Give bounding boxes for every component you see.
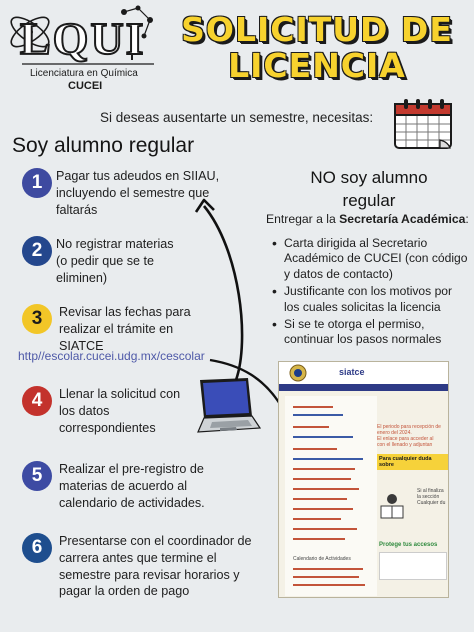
deliver-suffix: : — [465, 212, 469, 226]
siatce-screenshot — [278, 361, 449, 598]
sidebar-line — [293, 508, 353, 510]
escolar-link[interactable]: http//escolar.cucei.udg.mx/cescolar — [18, 349, 205, 363]
no-regular-heading-line-1: NO soy alumno — [310, 168, 428, 187]
requirement-item: • Justificante con los motivos por los cuales solicitas la licencia — [272, 284, 468, 315]
sidebar-line — [293, 406, 333, 408]
side-note: Si al finaliza — [417, 488, 444, 494]
intro-text: Si deseas ausentarte un semestre, necesitas: — [100, 110, 374, 125]
sidebar-line — [293, 468, 355, 470]
sidebar-line — [293, 568, 363, 570]
no-regular-heading — [276, 166, 462, 212]
siatce-footer-label: Calendario de Actividades — [293, 556, 351, 562]
sidebar-line — [293, 448, 337, 450]
deliver-office: Secretaría Académica — [339, 212, 466, 226]
reading-person-icon — [377, 492, 407, 520]
deliver-text — [266, 212, 469, 226]
sidebar-line — [293, 538, 345, 540]
requirements-list — [272, 236, 468, 350]
siatce-nav-bar — [279, 384, 449, 391]
title-line-2: LICENCIA — [228, 46, 406, 85]
logo-subtitle: Licenciatura en Química — [30, 68, 138, 79]
step-number: 5 — [22, 461, 52, 491]
udg-seal-icon — [289, 364, 307, 382]
siatce-brand: siatce — [339, 367, 365, 377]
logo-wordmark: LQUI — [20, 13, 146, 64]
sidebar-line — [293, 478, 351, 480]
step-text: Pagar tus adeudos en SIIAU, incluyendo el semestre que faltarás — [56, 169, 220, 217]
siatce-main — [377, 396, 449, 596]
sidebar-line — [293, 528, 357, 530]
sidebar-line — [293, 488, 359, 490]
banner-line: El periodo para recepción de — [377, 424, 441, 430]
siatce-cta[interactable]: Para cualquier duda sobre — [377, 454, 449, 470]
requirement-item: • Carta dirigida al Secretario Académico de CUCEI (con código y datos de contacto) — [272, 236, 468, 282]
step-number: 4 — [22, 386, 52, 416]
protect-heading: Protege tus accesos — [379, 542, 438, 548]
requirement-item: • Si se te otorga el permiso, continuar los pasos normales — [272, 317, 468, 348]
regular-heading: Soy alumno regular — [12, 134, 195, 157]
sidebar-line — [293, 426, 329, 428]
step-text: Llenar la solicitud con los datos correspondientes — [59, 387, 181, 435]
step-text: No registrar materias (o pedir que se te eliminen) — [56, 237, 174, 285]
step-number: 1 — [22, 168, 52, 198]
side-note: Cualquier du — [417, 500, 446, 506]
sidebar-line — [293, 584, 365, 586]
title-line-1: SOLICITUD DE — [181, 10, 453, 49]
sidebar-line — [293, 518, 341, 520]
step-text: Revisar las fechas para realizar el trámite en SIATCE — [59, 305, 191, 353]
side-note: la sección — [417, 494, 440, 500]
no-regular-heading-line-2: regular — [342, 191, 396, 210]
sidebar-line — [293, 414, 343, 416]
banner-line: El enlace para acceder al — [377, 436, 434, 442]
deliver-prefix: Entregar a la — [266, 212, 340, 226]
sidebar-line — [293, 498, 347, 500]
sidebar-line — [293, 436, 353, 438]
step-number: 2 — [22, 236, 52, 266]
banner-line: con el llenado y adjuntan — [377, 442, 433, 448]
step-text: Presentarse con el coordinador de carrera antes que termine el semestre para revisar horarios y pagar la orden de pago — [59, 534, 252, 599]
banner-line: enero del 2024. — [377, 430, 412, 436]
sidebar-line — [293, 458, 363, 460]
siatce-header — [279, 362, 449, 384]
logo-org: CUCEI — [68, 80, 103, 92]
logo — [4, 2, 164, 94]
step-number: 6 — [22, 533, 52, 563]
protect-box — [379, 552, 447, 580]
sidebar-line — [293, 576, 359, 578]
step-text: Realizar el pre-registro de materias de acuerdo al calendario de actividades. — [59, 462, 205, 510]
calendar-icon — [392, 96, 458, 154]
step-number: 3 — [22, 304, 52, 334]
siatce-sidebar — [285, 396, 377, 596]
